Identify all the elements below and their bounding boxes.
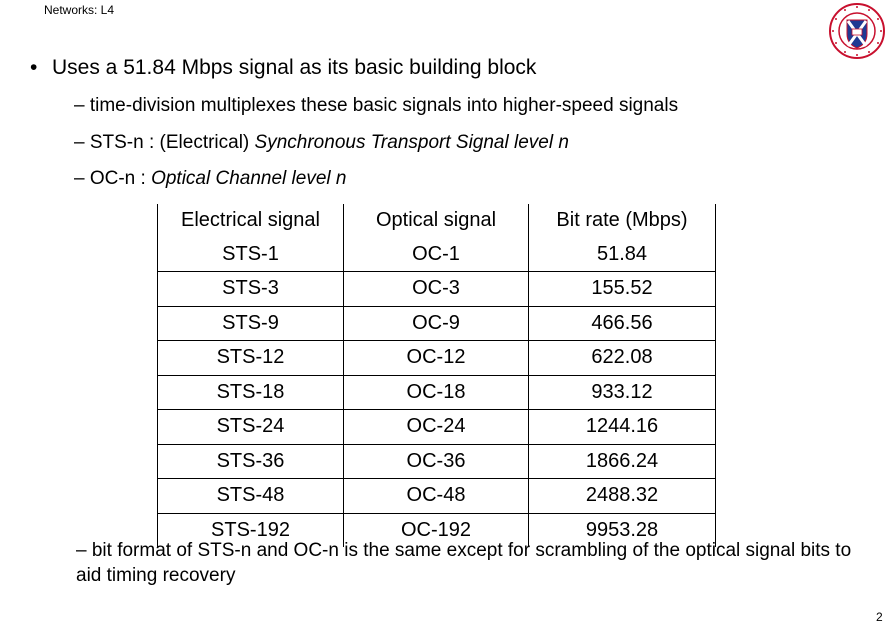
bitrate-cell: 155.52	[529, 272, 716, 307]
optical-cell: OC-3	[344, 272, 529, 307]
table-row	[158, 479, 716, 514]
electrical-cell: STS-36	[158, 444, 344, 479]
bitrate-cell: 1866.24	[529, 444, 716, 479]
optical-cell: OC-18	[344, 375, 529, 410]
optical-cell: OC-1	[344, 238, 529, 272]
electrical-cell: STS-12	[158, 341, 344, 376]
sub-bullet-sts	[74, 132, 569, 154]
main-bullet	[30, 56, 536, 80]
table-row	[158, 238, 716, 272]
table-header-row	[158, 204, 716, 238]
table-row	[158, 410, 716, 445]
bitrate-cell: 9953.28	[529, 513, 716, 547]
optical-cell: OC-9	[344, 306, 529, 341]
university-crest-logo	[828, 2, 886, 60]
sub-bullet-oc	[74, 168, 346, 190]
optical-cell: OC-192	[344, 513, 529, 547]
optical-cell: OC-48	[344, 479, 529, 514]
electrical-cell: STS-48	[158, 479, 344, 514]
sub-bullet-tdm: – time-division multiplexes these basic signals into higher-speed signals	[74, 95, 679, 116]
main-bullet-text: Uses a 51.84 Mbps signal as its basic building block	[52, 56, 537, 79]
electrical-cell: STS-9	[158, 306, 344, 341]
table-row	[158, 375, 716, 410]
bitrate-cell: 2488.32	[529, 479, 716, 514]
electrical-cell: STS-18	[158, 375, 344, 410]
header-title: Networks: L4	[44, 3, 115, 17]
oc-definition: Optical Channel level n	[151, 168, 347, 189]
electrical-cell: STS-3	[158, 272, 344, 307]
bitrate-cell: 1244.16	[529, 410, 716, 445]
bitrate-cell: 933.12	[529, 375, 716, 410]
optical-cell: OC-36	[344, 444, 529, 479]
bitrate-cell: 466.56	[529, 306, 716, 341]
logo-book	[852, 29, 862, 35]
table-row	[158, 272, 716, 307]
optical-cell: OC-24	[344, 410, 529, 445]
bitrate-cell: 622.08	[529, 341, 716, 376]
table-row	[158, 444, 716, 479]
sts-definition: Synchronous Transport Signal level n	[254, 132, 569, 153]
optical-cell: OC-12	[344, 341, 529, 376]
electrical-cell: STS-1	[158, 238, 344, 272]
table-row	[158, 306, 716, 341]
table-row	[158, 341, 716, 376]
header-electrical: Electrical signal	[158, 204, 344, 238]
sts-prefix: – STS-n : (Electrical)	[74, 132, 255, 153]
timing-recovery-note: – bit format of STS-n and OC-n is the same except for scrambling of the optical signal bits to aid timing recovery	[76, 540, 852, 586]
page-number: 2	[876, 610, 883, 624]
electrical-cell: STS-192	[158, 513, 344, 547]
bitrate-cell: 51.84	[529, 238, 716, 272]
signal-rate-table	[157, 204, 716, 547]
bullet-dot-icon: •	[30, 56, 38, 79]
header-bitrate: Bit rate (Mbps)	[529, 204, 716, 238]
oc-prefix: – OC-n :	[74, 168, 152, 189]
electrical-cell: STS-24	[158, 410, 344, 445]
header-optical: Optical signal	[344, 204, 529, 238]
